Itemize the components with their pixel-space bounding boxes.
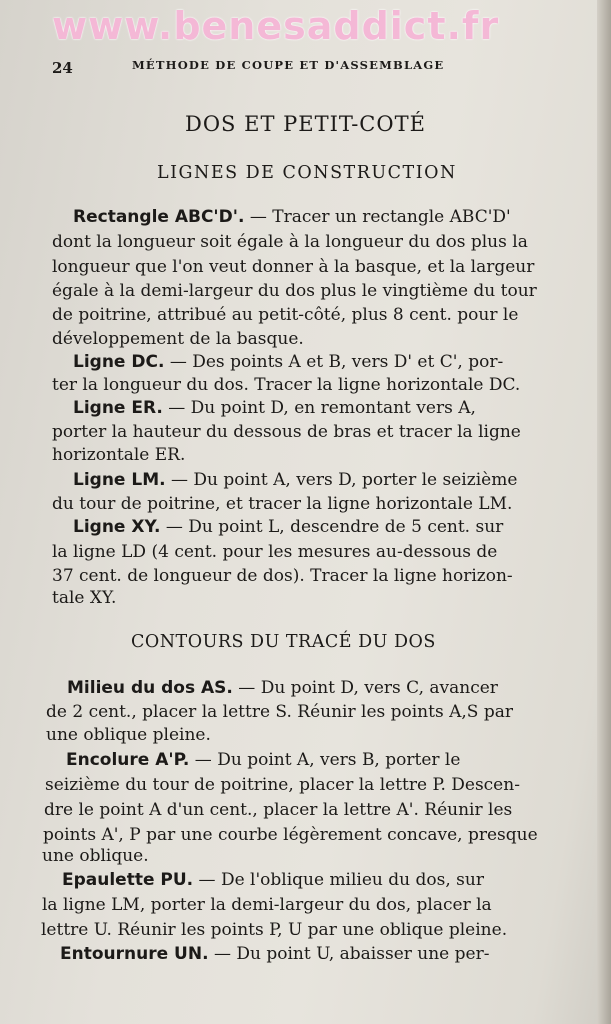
section-heading-contours: CONTOURS DU TRACÉ DU DOS bbox=[131, 632, 436, 652]
paragraph-line: horizontale ER. bbox=[52, 445, 186, 465]
term-label: Ligne ER. bbox=[73, 398, 163, 418]
running-header bbox=[52, 58, 572, 77]
paragraph-line: porter la hauteur du dessous de bras et tracer la ligne bbox=[52, 422, 521, 442]
paragraph-line: dre le point A d'un cent., placer la lettre A'. Réunir les bbox=[44, 800, 513, 820]
paragraph-line: la ligne LM, porter la demi-largeur du dos, placer la bbox=[42, 895, 492, 915]
paragraph-line: Ligne XY. — Du point L, descendre de 5 cent. sur bbox=[73, 517, 504, 537]
running-title: MÉTHODE DE COUPE ET D'ASSEMBLAGE bbox=[132, 58, 445, 72]
term-label: Milieu du dos AS. bbox=[67, 678, 233, 698]
term-label: Encolure A'P. bbox=[66, 750, 190, 770]
paragraph-line: de poitrine, attribué au petit-côté, plus 8 cent. pour le bbox=[52, 305, 519, 325]
term-label: Entournure UN. bbox=[60, 944, 209, 964]
paragraph-line: 37 cent. de longueur de dos). Tracer la ligne horizon- bbox=[52, 566, 513, 586]
paragraph-line: dont la longueur soit égale à la longueur du dos plus la bbox=[52, 232, 528, 252]
paragraph-line: de 2 cent., placer la lettre S. Réunir les points A,S par bbox=[46, 702, 513, 722]
paragraph-line: Entournure UN. — Du point U, abaisser une per- bbox=[60, 944, 490, 964]
term-label: Ligne LM. bbox=[73, 470, 166, 490]
paragraph-line: tale XY. bbox=[52, 588, 117, 608]
paragraph-line: Ligne DC. — Des points A et B, vers D' et C', por- bbox=[73, 352, 504, 372]
paragraph-line: ter la longueur du dos. Tracer la ligne horizontale DC. bbox=[52, 375, 521, 395]
paragraph-line: Rectangle ABC'D'. — Tracer un rectangle ABC'D' bbox=[73, 207, 511, 227]
page-number: 24 bbox=[52, 59, 73, 77]
paragraph-line: longueur que l'on veut donner à la basque, et la largeur bbox=[52, 257, 535, 277]
term-label: Ligne DC. bbox=[73, 352, 165, 372]
paragraph-line: Milieu du dos AS. — Du point D, vers C, avancer bbox=[67, 678, 498, 698]
term-label: Ligne XY. bbox=[73, 517, 161, 537]
watermark: www.benesaddict.fr bbox=[52, 4, 500, 48]
paragraph-line: une oblique. bbox=[42, 846, 149, 866]
paragraph-line: du tour de poitrine, et tracer la ligne horizontale LM. bbox=[52, 494, 513, 514]
section-heading-construction: LIGNES DE CONSTRUCTION bbox=[157, 163, 457, 183]
term-label: Rectangle ABC'D'. bbox=[73, 207, 245, 227]
paragraph-line: développement de la basque. bbox=[52, 329, 304, 349]
paragraph-line: seizième du tour de poitrine, placer la lettre P. Descen- bbox=[45, 775, 520, 795]
page-edge bbox=[597, 0, 611, 1024]
paragraph-line: points A', P par une courbe légèrement concave, presque bbox=[43, 825, 538, 845]
paragraph-line: la ligne LD (4 cent. pour les mesures au-dessous de bbox=[52, 542, 498, 562]
chapter-title: DOS ET PETIT-COTÉ bbox=[185, 112, 426, 136]
term-label: Epaulette PU. bbox=[62, 870, 194, 890]
paragraph-line: égale à la demi-largeur du dos plus le vingtième du tour bbox=[52, 281, 537, 301]
paragraph-line: Encolure A'P. — Du point A, vers B, porter le bbox=[66, 750, 461, 770]
paragraph-line: lettre U. Réunir les points P, U par une oblique pleine. bbox=[41, 920, 508, 940]
paragraph-line: une oblique pleine. bbox=[46, 725, 211, 745]
paragraph-line: Epaulette PU. — De l'oblique milieu du dos, sur bbox=[62, 870, 484, 890]
paragraph-line: Ligne LM. — Du point A, vers D, porter le seizième bbox=[73, 470, 518, 490]
paragraph-line: Ligne ER. — Du point D, en remontant vers A, bbox=[73, 398, 476, 418]
